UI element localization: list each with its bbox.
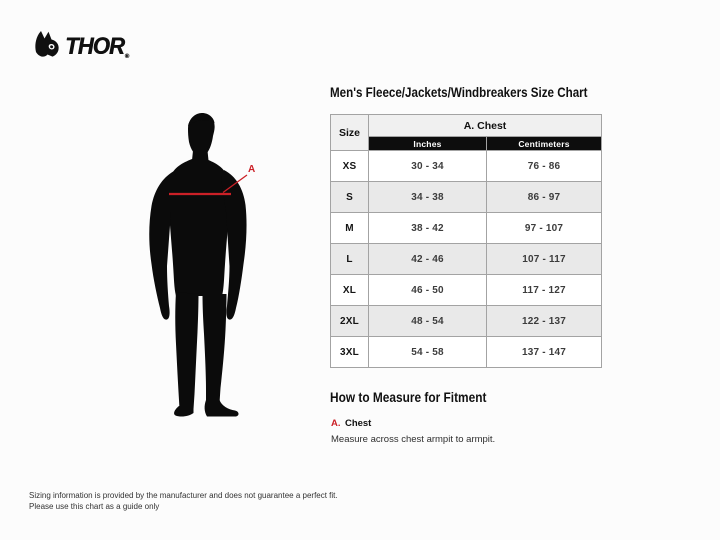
logo-wordmark: [65, 33, 127, 61]
table-row: [331, 151, 602, 182]
size-cell: XL: [331, 275, 369, 306]
table-row: [331, 275, 602, 306]
table-subheader-inches: Inches: [369, 137, 487, 151]
inches-cell: 30 - 34: [369, 151, 487, 182]
table-subheader-row: [331, 137, 602, 151]
table-row: [331, 337, 602, 368]
how-to-measure-heading: How to Measure for Fitment: [330, 390, 487, 405]
centimeters-cell: 107 - 117: [487, 244, 602, 275]
brand-logo: [34, 31, 132, 61]
thor-helmet-icon: [34, 31, 61, 61]
table-row: [331, 213, 602, 244]
size-cell: M: [331, 213, 369, 244]
size-cell: 3XL: [331, 337, 369, 368]
footer-disclaimer: [29, 491, 338, 512]
centimeters-cell: 76 - 86: [487, 151, 602, 182]
table-row: [331, 306, 602, 337]
size-cell: L: [331, 244, 369, 275]
inches-cell: 34 - 38: [369, 182, 487, 213]
size-cell: XS: [331, 151, 369, 182]
registered-trademark-symbol: ®: [124, 54, 128, 60]
footer-disclaimer-line2: Please use this chart as a guide only: [29, 501, 160, 511]
measure-item-description: Measure across chest armpit to armpit.: [331, 434, 496, 445]
table-header-row: [331, 115, 602, 137]
size-cell: 2XL: [331, 306, 369, 337]
centimeters-cell: 137 - 147: [487, 337, 602, 368]
centimeters-cell: 86 - 97: [487, 182, 602, 213]
man-silhouette-image: [146, 112, 276, 422]
table-row: [331, 244, 602, 275]
footer-disclaimer-line1: Sizing information is provided by the manufacturer and does not guarantee a perfect fit.: [29, 491, 338, 500]
size-chart-title: Men's Fleece/Jackets/Windbreakers Size Chart: [330, 85, 588, 100]
centimeters-cell: 97 - 107: [487, 213, 602, 244]
measurement-figure: [146, 112, 276, 422]
centimeters-cell: 117 - 127: [487, 275, 602, 306]
inches-cell: 38 - 42: [369, 213, 487, 244]
logo-text: THOR: [65, 33, 124, 60]
table-header-chest: A. Chest: [369, 115, 602, 137]
inches-cell: 48 - 54: [369, 306, 487, 337]
size-cell: S: [331, 182, 369, 213]
inches-cell: 54 - 58: [369, 337, 487, 368]
centimeters-cell: 122 - 137: [487, 306, 602, 337]
table-header-size: Size: [331, 115, 369, 151]
measure-item-name: Chest: [344, 418, 372, 429]
size-table: [330, 114, 602, 368]
inches-cell: 42 - 46: [369, 244, 487, 275]
measure-item-title: [331, 413, 611, 431]
measurement-label-a: A: [248, 164, 256, 175]
table-row: [331, 182, 602, 213]
measure-item-chest: [331, 413, 611, 445]
table-subheader-centimeters: Centimeters: [487, 137, 602, 151]
inches-cell: 46 - 50: [369, 275, 487, 306]
measure-item-key: A.: [331, 418, 341, 429]
